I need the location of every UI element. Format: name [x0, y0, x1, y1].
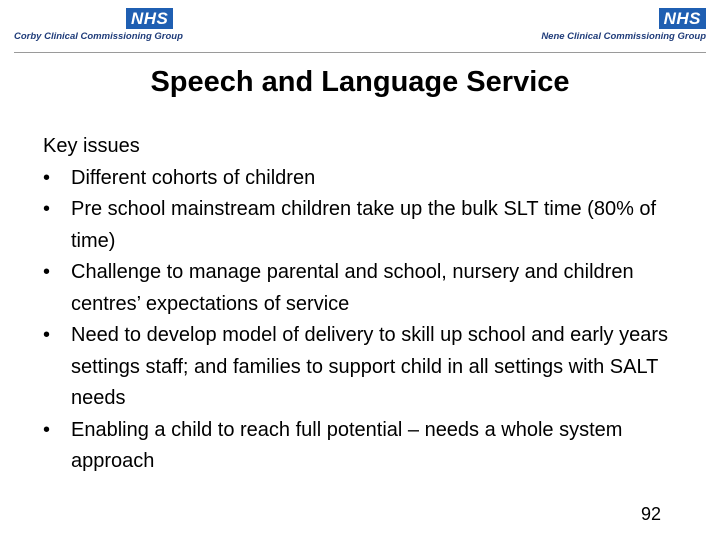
page-number: 92 [641, 504, 662, 524]
key-issues-list [43, 163, 693, 478]
bullet-item: • Different cohorts of children [43, 163, 693, 195]
slide-content [43, 131, 693, 478]
bullet-item: • Challenge to manage parental and school, nursery and children centres’ expectations of service [43, 257, 693, 320]
bullet-item: • Need to develop model of delivery to skill up school and early years settings staff; and families to support child in all settings with SALT needs [43, 320, 693, 415]
bullet-item: • Pre school mainstream children take up the bulk SLT time (80% of time) [43, 194, 693, 257]
bullet-item: • Enabling a child to reach full potential – needs a whole system approach [43, 415, 693, 478]
corby-ccg-name: Corby Clinical Commissioning Group [14, 31, 183, 42]
nene-ccg-name: Nene Clinical Commissioning Group [541, 31, 706, 42]
header-divider [14, 52, 706, 53]
nhs-logo-badge: NHS [126, 8, 173, 29]
key-issues-heading: Key issues [43, 135, 140, 157]
slide-title: Speech and Language Service [150, 66, 570, 98]
nhs-logo-badge: NHS [659, 8, 706, 29]
nene-ccg-logo [541, 8, 706, 42]
corby-ccg-logo [14, 8, 183, 42]
